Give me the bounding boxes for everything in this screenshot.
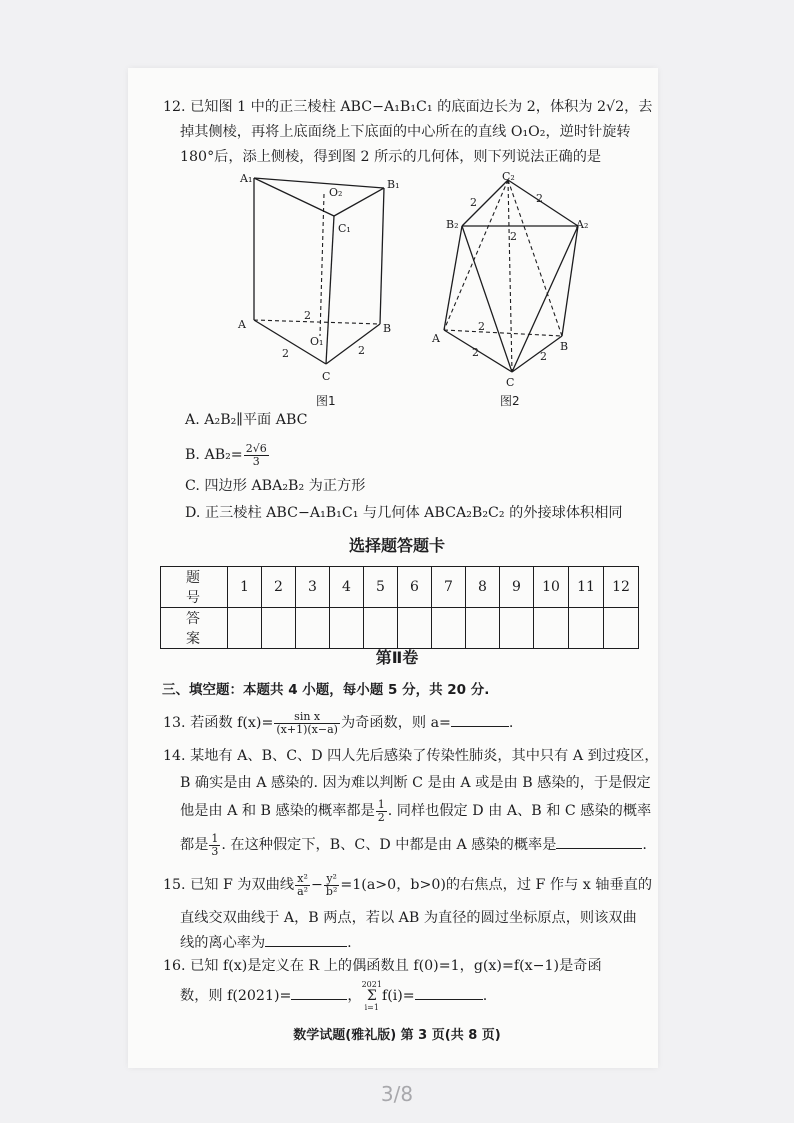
label-c1: C₁ — [338, 222, 351, 235]
q16-sum-symbol: Σ — [366, 988, 377, 1004]
question-number-cell: 7 — [432, 567, 466, 608]
q15-y-numerator: y² — [324, 873, 339, 886]
q16-answer-blank-2[interactable] — [415, 985, 483, 1000]
top-edge-label-1: 2 — [470, 196, 477, 209]
q15-y-denominator: b² — [325, 884, 338, 898]
q16-sum-suffix: f(i)= — [381, 988, 415, 1004]
option-b-fraction — [244, 443, 269, 468]
answer-cell[interactable] — [432, 608, 466, 649]
section-2-title: 第Ⅱ卷 — [375, 648, 419, 667]
answer-cell[interactable] — [330, 608, 364, 649]
label-a1: A₁ — [240, 172, 253, 185]
answer-card-title: 选择题答题卡 — [348, 536, 445, 555]
q15-minus: − — [311, 877, 323, 893]
edge-b2c — [462, 226, 512, 372]
q14-half-denominator: 2 — [377, 810, 385, 824]
q14-line3-suffix: . 同样也假定 D 由 A、B 和 C 感染的概率 — [387, 803, 652, 819]
q14-line4-prefix: 都是 — [180, 837, 209, 853]
q16-sum-upper: 2021 — [361, 980, 382, 989]
row-header-answer: 答 案 — [161, 608, 228, 649]
q14-line4-suffix: . 在这种假定下，B、C、D 中都是由 A 感染的概率是 — [221, 837, 557, 853]
q16-line1: 16. 已知 f(x)是定义在 R 上的偶函数且 f(0)=1，g(x)=f(x−1)是奇函 — [163, 958, 602, 974]
answer-card-answer-row — [161, 608, 639, 649]
option-b-numerator: 2√6 — [245, 441, 267, 455]
q16-answer-blank-1[interactable] — [291, 985, 347, 1000]
q15-x-numerator: x² — [295, 873, 310, 886]
axis-o1o2 — [320, 194, 324, 336]
label-a: A — [432, 332, 440, 345]
q14-third-numerator: 1 — [211, 831, 219, 845]
edge-c2b2 — [462, 180, 508, 226]
question-number-cell: 1 — [228, 567, 262, 608]
q13-fraction — [274, 711, 340, 736]
edge-c2a2 — [508, 180, 578, 226]
question-number-cell: 3 — [296, 567, 330, 608]
answer-cell[interactable] — [262, 608, 296, 649]
answer-cell[interactable] — [364, 608, 398, 649]
q15-line1 — [163, 870, 652, 900]
edge-ab-hidden — [254, 320, 380, 324]
question-number-cell: 8 — [466, 567, 500, 608]
edge-label-ab: 2 — [304, 309, 311, 322]
q14-line4 — [180, 830, 647, 860]
q12-option-a: A. A₂B₂∥平面 ABC — [185, 412, 308, 428]
q14-fraction-third — [209, 833, 220, 858]
answer-card-number-row — [161, 567, 639, 608]
answer-cell[interactable] — [296, 608, 330, 649]
q15-fraction-x — [295, 873, 310, 898]
q14-line2: B 确实是由 A 感染的. 因为难以判断 C 是由 A 或是由 B 感染的，于是假定 — [180, 775, 651, 791]
q14-line3 — [180, 796, 651, 826]
q15-line3 — [180, 932, 352, 953]
q16-sum-lower: i=1 — [364, 1003, 379, 1012]
edge-cc1 — [326, 216, 334, 364]
q16-line2 — [180, 980, 487, 1012]
question-number-cell: 11 — [569, 567, 604, 608]
question-number-cell: 6 — [398, 567, 432, 608]
q12-line1: 12. 已知图 1 中的正三棱柱 ABC−A₁B₁C₁ 的底面边长为 2，体积为 2√2，去 — [163, 99, 653, 115]
bottom-edge-label-2: 2 — [472, 346, 479, 359]
q16-line2-prefix: 数，则 f(2021)= — [180, 988, 292, 1004]
option-b-prefix: B. AB₂= — [185, 447, 243, 463]
figure-2-caption: 图2 — [500, 394, 520, 408]
page-footer: 数学试题(雅礼版) 第 3 页(共 8 页) — [293, 1028, 501, 1043]
row-header-number: 题 号 — [161, 567, 228, 608]
q14-line1: 14. 某地有 A、B、C、D 四人先后感染了传染性肺炎，其中只有 A 到过疫区， — [163, 748, 659, 764]
question-number-cell: 2 — [262, 567, 296, 608]
bottom-edge-label-1: 2 — [478, 320, 485, 333]
q12-option-d: D. 正三棱柱 ABC−A₁B₁C₁ 与几何体 ABCA₂B₂C₂ 的外接球体积相同 — [185, 505, 623, 521]
q12-option-b — [185, 440, 270, 470]
q14-half-numerator: 1 — [377, 797, 385, 811]
bottom-edge-label-3: 2 — [540, 350, 547, 363]
label-o1: O₁ — [310, 335, 324, 348]
label-a2: A₂ — [576, 218, 589, 231]
q16-end: . — [482, 988, 488, 1004]
q13-answer-blank[interactable] — [451, 712, 509, 727]
figure-2-solid — [430, 168, 600, 394]
label-a: A — [238, 318, 246, 331]
label-c: C — [506, 376, 515, 389]
answer-cell[interactable] — [228, 608, 262, 649]
q12-line3: 180°后，添上侧棱，得到图 2 所示的几何体，则下列说法正确的是 — [180, 149, 602, 165]
q15-answer-blank[interactable] — [265, 932, 347, 947]
question-number-cell: 10 — [534, 567, 569, 608]
q13-numerator: sin x — [274, 711, 340, 724]
answer-cell[interactable] — [398, 608, 432, 649]
q13-denominator: (x+1)(x−a) — [276, 722, 338, 736]
q14-fraction-half — [376, 799, 387, 824]
label-b: B — [383, 322, 392, 335]
question-number-cell: 5 — [364, 567, 398, 608]
edge-bc — [326, 324, 380, 364]
edge-b2a — [444, 226, 462, 330]
q14-third-denominator: 3 — [211, 844, 219, 858]
answer-cell[interactable] — [534, 608, 569, 649]
q15-line1-prefix: 15. 已知 F 为双曲线 — [163, 877, 295, 893]
question-number-cell: 9 — [500, 567, 534, 608]
edge-a1b1 — [254, 178, 384, 188]
q13-prefix: 13. 若函数 f(x)= — [163, 715, 274, 731]
q12-line2: 掉其侧棱，再将上底面绕上下底面的中心所在的直线 O₁O₂，逆时针旋转 — [180, 124, 631, 140]
q12-option-c: C. 四边形 ABA₂B₂ 为正方形 — [185, 478, 366, 494]
figure-1-prism — [230, 170, 410, 410]
answer-cell[interactable] — [500, 608, 534, 649]
q15-fraction-y — [324, 873, 339, 898]
label-b1: B₁ — [387, 178, 400, 191]
q15-end: . — [347, 935, 352, 951]
q13-suffix: 为奇函数，则 a= — [340, 715, 451, 731]
q15-line2: 直线交双曲线于 A，B 两点，若以 AB 为直径的圆过坐标原点，则该双曲 — [180, 910, 637, 926]
viewer-page-indicator: 3/8 — [380, 1082, 414, 1106]
q14-end: . — [642, 837, 647, 853]
label-b2: B₂ — [446, 218, 459, 231]
q14-line3-prefix: 他是由 A 和 B 感染的概率都是 — [180, 803, 375, 819]
top-edge-label-3: 2 — [510, 230, 517, 243]
edge-ab-hidden — [444, 330, 562, 336]
q13 — [163, 708, 513, 738]
option-b-denominator: 3 — [252, 454, 260, 468]
edge-c2c-hidden — [508, 180, 512, 372]
label-b: B — [560, 340, 569, 353]
answer-card-table — [160, 566, 639, 649]
q15-line1-suffix: =1(a>0，b>0)的右焦点，过 F 作与 x 轴垂直的 — [340, 877, 653, 893]
q14-answer-blank[interactable] — [556, 834, 642, 849]
figure-1-caption: 图1 — [316, 394, 336, 408]
answer-cell[interactable] — [569, 608, 604, 649]
question-number-cell: 12 — [604, 567, 639, 608]
top-edge-label-2: 2 — [536, 192, 543, 205]
label-c2: C₂ — [502, 170, 515, 183]
question-number-cell: 4 — [330, 567, 364, 608]
q16-separator: ， — [347, 988, 362, 1004]
edge-bb1 — [380, 188, 384, 324]
q15-line3-text: 线的离心率为 — [180, 935, 266, 951]
edge-label-ac: 2 — [282, 347, 289, 360]
label-c: C — [322, 370, 331, 383]
q16-summation — [362, 980, 382, 1012]
fill-in-header: 三、填空题：本题共 4 小题，每小题 5 分，共 20 分. — [162, 682, 490, 698]
label-o2: O₂ — [329, 186, 343, 199]
q13-end: . — [508, 715, 514, 731]
answer-cell[interactable] — [466, 608, 500, 649]
edge-c2b-hidden — [508, 180, 562, 336]
edge-label-bc: 2 — [358, 344, 365, 357]
q15-x-denominator: a² — [297, 884, 309, 898]
answer-cell[interactable] — [604, 608, 639, 649]
